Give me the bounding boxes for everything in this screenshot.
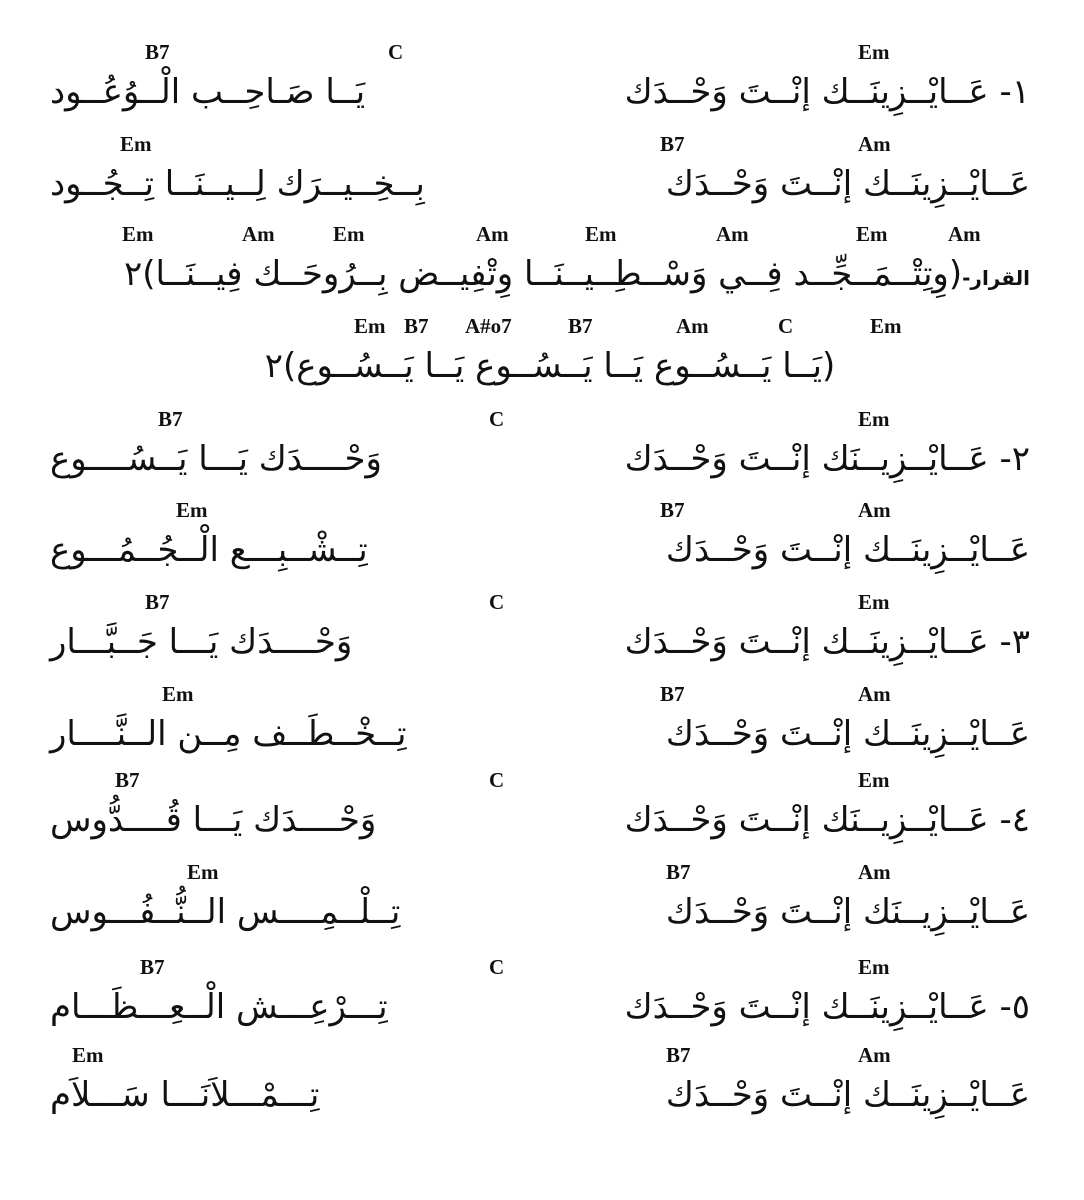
chord: Em [870, 314, 902, 338]
chord: Am [676, 314, 709, 338]
chord: Em [858, 768, 890, 792]
chord: Em [122, 222, 154, 246]
chord: Am [858, 132, 891, 156]
lyric-right: عَــايْــزِينَــك إنْــتَ وَحْــدَك [665, 164, 1030, 204]
chord: B7 [660, 682, 685, 706]
lyric-left: تِــخْــطَــف مِــن الــنَّــــار [50, 714, 407, 754]
chord: C [489, 407, 505, 431]
chord: B7 [660, 498, 685, 522]
chord: Em [187, 860, 219, 884]
chord: B7 [115, 768, 140, 792]
refrain-label: القرار- [962, 266, 1030, 290]
chord: Em [162, 682, 194, 706]
chord: B7 [568, 314, 593, 338]
refrain-lyric [40, 252, 1030, 300]
lyric-right: ٣- عَــايْــزِينَــك إنْــتَ وَحْــدَك [624, 622, 1030, 662]
chord: Am [716, 222, 749, 246]
chord: B7 [158, 407, 183, 431]
chord: C [489, 590, 505, 614]
lyric-right: عَــايْــزِينَــك إنْــتَ وَحْــدَك [665, 530, 1030, 570]
chord: B7 [660, 132, 685, 156]
chord: B7 [140, 955, 165, 979]
chord: Am [858, 1043, 891, 1067]
chord: Em [858, 40, 890, 64]
lyric-right: ٢- عَــايْــزِيــنَك إنْــتَ وَحْــدَك [624, 439, 1030, 479]
lyric-left: يَــا صَـاحِــب الْــوُعُــود [50, 72, 366, 112]
chord: Am [858, 498, 891, 522]
chord: C [388, 40, 404, 64]
chord: Em [858, 407, 890, 431]
chord: Em [176, 498, 208, 522]
lyric-left: بِــخِــيــرَك لِــيــنَــا تِــجُــود [50, 164, 425, 204]
lyric-left: تِــلْــمِــــس الــنُّــفُـــوس [50, 892, 401, 932]
refrain2-lyric: (يَــا يَــسُــوع يَــا يَــسُــوع يَــا يَــسُــوع)٢ [264, 346, 836, 386]
chord: Em [120, 132, 152, 156]
chord: B7 [666, 860, 691, 884]
chord: Em [72, 1043, 104, 1067]
chord: Em [585, 222, 617, 246]
chord: Em [858, 590, 890, 614]
lyric-left: وَحْــــدَك يَـــا قُــــدُّوس [50, 800, 377, 840]
chord: B7 [145, 590, 170, 614]
chord: Am [948, 222, 981, 246]
lyric-right: عَــايْــزِينَــك إنْــتَ وَحْــدَك [665, 714, 1030, 754]
lyric-left: تِـــرْعِـــش الْــعِـــظَـــام [50, 987, 388, 1027]
chord: Am [858, 860, 891, 884]
lyric-left: وَحْــــدَك يَـــا يَــسُــــوع [50, 439, 382, 479]
chord: Am [476, 222, 509, 246]
chord: Em [856, 222, 888, 246]
chord: C [489, 768, 505, 792]
chord: Em [333, 222, 365, 246]
chord: B7 [666, 1043, 691, 1067]
refrain-text: (وِتِتْــمَــجِّــد فِــي وَسْــطِــيــنَــا وِتْفِيــض بِــرُوحَــك فِيــنَــا)٢ [124, 254, 963, 294]
chord: B7 [404, 314, 429, 338]
lyric-left: تِــشْــبِـــع الْــجُــمُـــوع [50, 530, 368, 570]
lyric-right: ٥- عَــايْــزِينَــك إنْــتَ وَحْــدَك [624, 987, 1030, 1027]
chord: Am [242, 222, 275, 246]
lyric-right: عَــايْــزِينَــك إنْــتَ وَحْــدَك [665, 1075, 1030, 1115]
lyric-right: ٤- عَــايْــزِيــنَك إنْــتَ وَحْــدَك [624, 800, 1030, 840]
chord: C [778, 314, 794, 338]
chord: A#o7 [465, 314, 512, 338]
lyric-left: تِـــمْـــلاَنَـــا سَـــلاَم [50, 1075, 320, 1115]
chord: C [489, 955, 505, 979]
lyric-right: ١- عَــايْــزِينَــك إنْــتَ وَحْــدَك [624, 72, 1030, 112]
lyric-right: عَــايْــزِيــنَك إنْــتَ وَحْــدَك [665, 892, 1030, 932]
chord: Em [354, 314, 386, 338]
chord: Am [858, 682, 891, 706]
chord: Em [858, 955, 890, 979]
lyric-left: وَحْــــدَك يَـــا جَــبَّـــار [50, 622, 353, 662]
chord: B7 [145, 40, 170, 64]
